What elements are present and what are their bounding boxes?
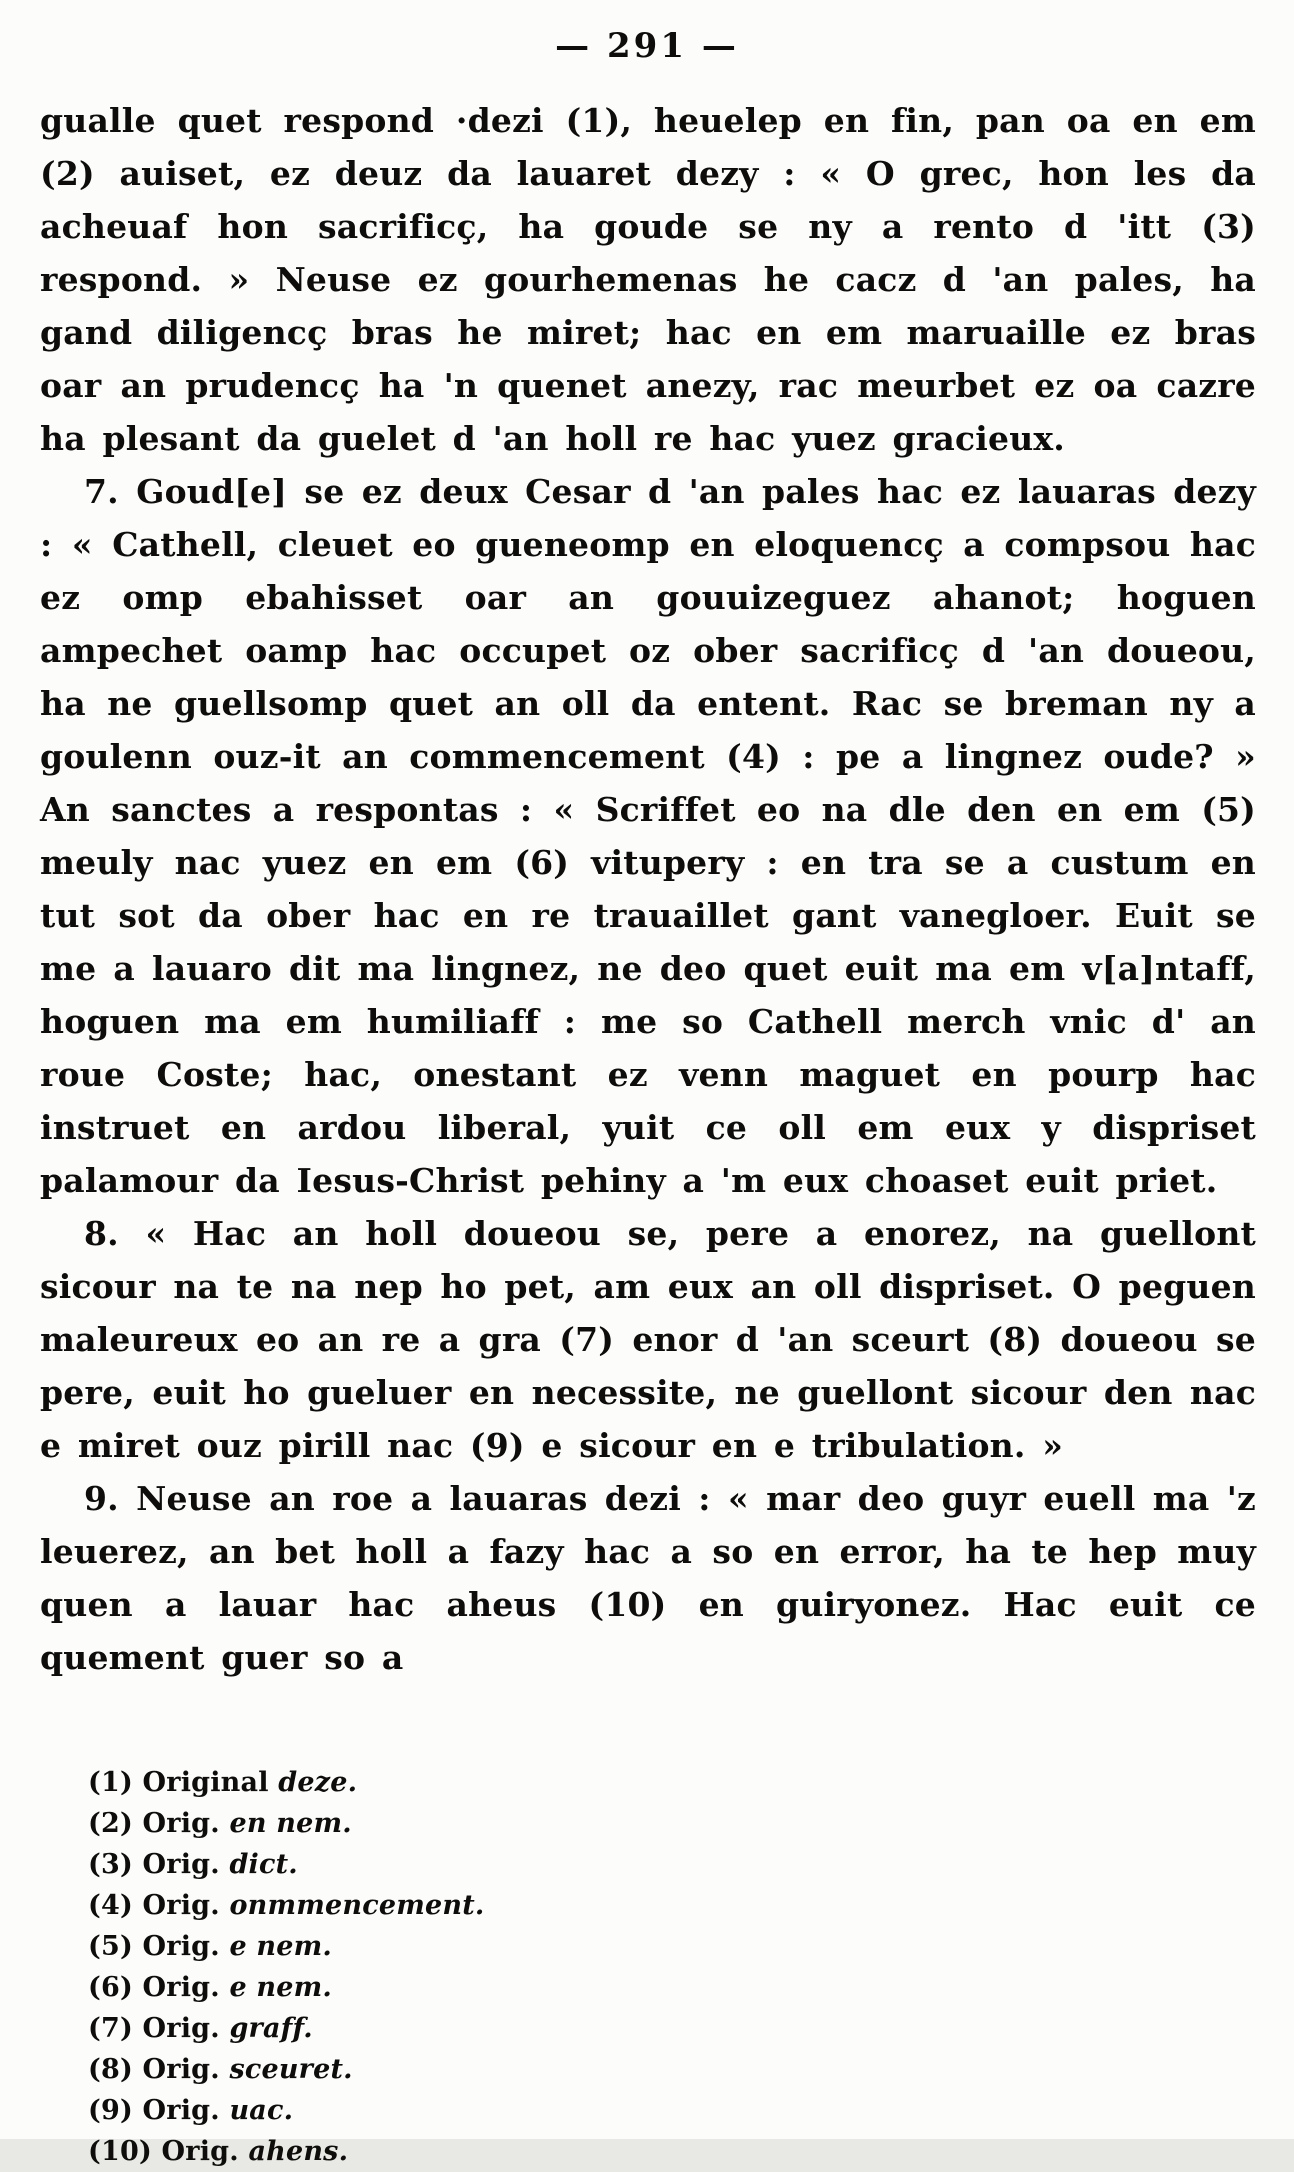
footnote-1 (88, 1762, 1234, 1803)
footnote-label: (9) (88, 2095, 133, 2126)
footnote-term: dict. (229, 1849, 298, 1880)
footnote-9 (88, 2090, 1234, 2131)
footnotes-block (88, 1762, 1234, 2172)
footnote-prefix: Orig. (161, 2136, 239, 2167)
footnote-label: (10) (88, 2136, 152, 2167)
footnote-label: (4) (88, 1890, 133, 1921)
footnote-prefix: Orig. (142, 2013, 220, 2044)
footnote-term: en nem. (229, 1808, 352, 1839)
footnote-prefix: Orig. (142, 1808, 220, 1839)
footnote-term: deze. (278, 1767, 358, 1798)
footnote-term: e nem. (229, 1972, 332, 2003)
footnote-term: sceuret. (229, 2054, 353, 2085)
footnote-prefix: Orig. (142, 2095, 220, 2126)
footnote-term: uac. (229, 2095, 294, 2126)
footnote-label: (3) (88, 1849, 133, 1880)
paragraph-continuation: gualle quet respond ·dezi (1), heuelep en fin, pan oa en em (2) auiset, ez deuz da lauaret dezy : « O grec, hon les da acheuaf hon sacrificç, ha goude se ny a rento d 'itt (3) respond. » Neuse ez gourhemenas he cacz d 'an pales, ha gand diligencç bras he miret; hac en em maruaille ez bras oar an prudencç ha 'n quenet anezy, rac meurbet ez oa cazre ha plesant da guelet d 'an holl re hac yuez gracieux. (40, 101, 1256, 458)
footnote-label: (7) (88, 2013, 133, 2044)
footnote-3 (88, 1844, 1234, 1885)
footnote-label: (6) (88, 1972, 133, 2003)
footnote-6 (88, 1967, 1234, 2008)
footnote-label: (8) (88, 2054, 133, 2085)
footnote-prefix: Orig. (142, 1931, 220, 1962)
footnote-prefix: Orig. (142, 2054, 220, 2085)
body-text (40, 94, 1256, 1684)
footnote-prefix: Orig. (142, 1849, 220, 1880)
footnote-prefix: Orig. (142, 1890, 220, 1921)
footnote-term: onmmencement. (229, 1890, 485, 1921)
footnote-label: (1) (88, 1767, 133, 1798)
footnote-label: (5) (88, 1931, 133, 1962)
footnote-7 (88, 2008, 1234, 2049)
paragraph-9: 9. Neuse an roe a lauaras dezi : « mar deo guyr euell ma 'z leuerez, an bet holl a fazy hac a so en error, ha te hep muy quen a lauar hac aheus (10) en guiryonez. Hac euit ce quement guer so a (40, 1479, 1256, 1677)
footnote-10 (88, 2131, 1234, 2172)
page-number: — 291 — (555, 26, 739, 66)
footnote-label: (2) (88, 1808, 133, 1839)
paragraph-8: 8. « Hac an holl doueou se, pere a enorez, na guellont sicour na te na nep ho pet, am eux an oll dispriset. O peguen maleureux eo an re a gra (7) enor d 'an sceurt (8) doueou se pere, euit ho gueluer en necessite, ne guellont sicour den nac e miret ouz pirill nac (9) e sicour en e tribulation. » (40, 1214, 1256, 1465)
footnote-term: graff. (229, 2013, 313, 2044)
footnote-prefix: Original (142, 1767, 269, 1798)
paragraph-7: 7. Goud[e] se ez deux Cesar d 'an pales hac ez lauaras dezy : « Cathell, cleuet eo gueneomp en eloquencç a compsou hac ez omp ebahisset oar an gouuizeguez ahanot; hoguen ampechet oamp hac occupet oz ober sacrificç d 'an doueou, ha ne guellsomp quet an oll da entent. Rac se breman ny a goulenn ouz-it an commencement (4) : pe a lingnez oude? » An sanctes a respontas : « Scriffet eo na dle den en em (5) meuly nac yuez en em (6) vitupery : en tra se a custum en tut sot da ober hac en re trauaillet gant vanegloer. Euit se me a lauaro dit ma lingnez, ne deo quet euit ma em v[a]ntaff, hoguen ma em humiliaff : me so Cathell merch vnic d' an roue Coste; hac, onestant ez venn maguet en pourp hac instruet en ardou liberal, yuit ce oll em eux y dispriset palamour da Iesus-Christ pehiny a 'm eux choaset euit priet. (40, 472, 1256, 1200)
footnote-8 (88, 2049, 1234, 2090)
footnote-term: e nem. (229, 1931, 332, 1962)
footnote-term: ahens. (248, 2136, 349, 2167)
footnote-2 (88, 1803, 1234, 1844)
footnote-5 (88, 1926, 1234, 1967)
footnote-prefix: Orig. (142, 1972, 220, 2003)
footnote-4 (88, 1885, 1234, 1926)
